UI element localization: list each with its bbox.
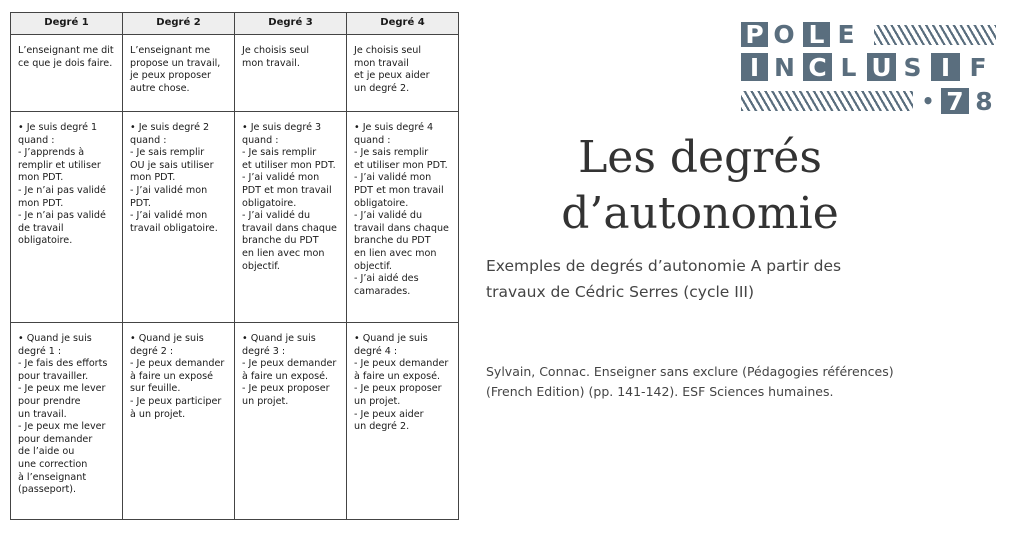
table-row (11, 323, 459, 520)
logo-hatch-decoration (741, 91, 913, 111)
logo-letter: L (840, 52, 857, 82)
table-cell: L’enseignant me propose un travail, je peux proposer autre chose. (123, 35, 235, 112)
logo-letter: E (837, 20, 855, 49)
table-cell: Je choisis seul mon travail et je peux aider un degré 2. (347, 35, 459, 112)
header-degre-2: Degré 2 (123, 13, 235, 35)
autonomy-degrees-table (10, 12, 459, 520)
logo-letter: U (867, 53, 896, 81)
logo-letter: I (931, 53, 960, 81)
logo-hatch-decoration (874, 25, 996, 45)
logo-dot: • (921, 89, 935, 113)
table-cell: • Quand je suis degré 2 : - Je peux demander à faire un exposé sur feuille. - Je peux participer à un projet. (123, 323, 235, 520)
logo-row-pole (741, 22, 996, 47)
logo-letter: O (773, 20, 795, 49)
table-cell: • Je suis degré 3 quand : - Je sais remplir et utiliser mon PDT. - J’ai validé mon PDT et mon travail obligatoire. - J’ai validé du travail dans chaque branche du PDT en lien avec mon objectif. (235, 112, 347, 323)
logo-row-78 (741, 88, 999, 114)
page-title: Les degrés d’autonomie (561, 132, 839, 239)
logo-letter: 8 (975, 86, 993, 116)
logo-letter: L (803, 22, 830, 47)
logo-letter: S (903, 52, 922, 82)
table-cell: • Je suis degré 1 quand : - J’apprends à remplir et utiliser mon PDT. - Je n’ai pas validé mon PDT. - Je n’ai pas validé de travail obligatoire. (11, 112, 123, 323)
header-degre-4: Degré 4 (347, 13, 459, 35)
table-row (11, 35, 459, 112)
logo-letter: I (741, 53, 768, 81)
header-degre-1: Degré 1 (11, 13, 123, 35)
table-header-row (11, 13, 459, 35)
logo-letter: C (803, 53, 832, 81)
source-citation: Sylvain, Connac. Enseigner sans exclure (Pédagogies références) (French Edition) (pp. 141-142). ESF Sciences humaines. (486, 364, 894, 399)
table-row (11, 112, 459, 323)
table-cell: • Quand je suis degré 1 : - Je fais des efforts pour travailler. - Je peux me lever pour prendre un travail. - Je peux me lever pour demander de l’aide ou une correction à l’enseignant (passeport). (11, 323, 123, 520)
table-cell: • Je suis degré 4 quand : - Je sais remplir et utiliser mon PDT. - J’ai validé mon PDT et mon travail obligatoire. - J’ai validé du travail dans chaque branche du PDT en lien avec mon objectif. - J’ai aidé des camarades. (347, 112, 459, 323)
table-cell: • Je suis degré 2 quand : - Je sais remplir OU je sais utiliser mon PDT. - J’ai validé mon PDT. - J’ai validé mon travail obligatoire. (123, 112, 235, 323)
logo-letter: 7 (941, 88, 969, 114)
table-cell: L’enseignant me dit ce que je dois faire. (11, 35, 123, 112)
table-cell: • Quand je suis degré 4 : - Je peux demander à faire un exposé. - Je peux proposer un projet. - Je peux aider un degré 2. (347, 323, 459, 520)
table-cell: Je choisis seul mon travail. (235, 35, 347, 112)
logo-letter: N (774, 52, 795, 82)
header-degre-3: Degré 3 (235, 13, 347, 35)
logo-letter: F (969, 52, 987, 82)
logo-letter: P (741, 22, 768, 47)
page-subtitle: Exemples de degrés d’autonomie A partir des travaux de Cédric Serres (cycle III) (486, 257, 842, 301)
logo-row-inclusif (741, 53, 996, 81)
table-cell: • Quand je suis degré 3 : - Je peux demander à faire un exposé. - Je peux proposer un projet. (235, 323, 347, 520)
